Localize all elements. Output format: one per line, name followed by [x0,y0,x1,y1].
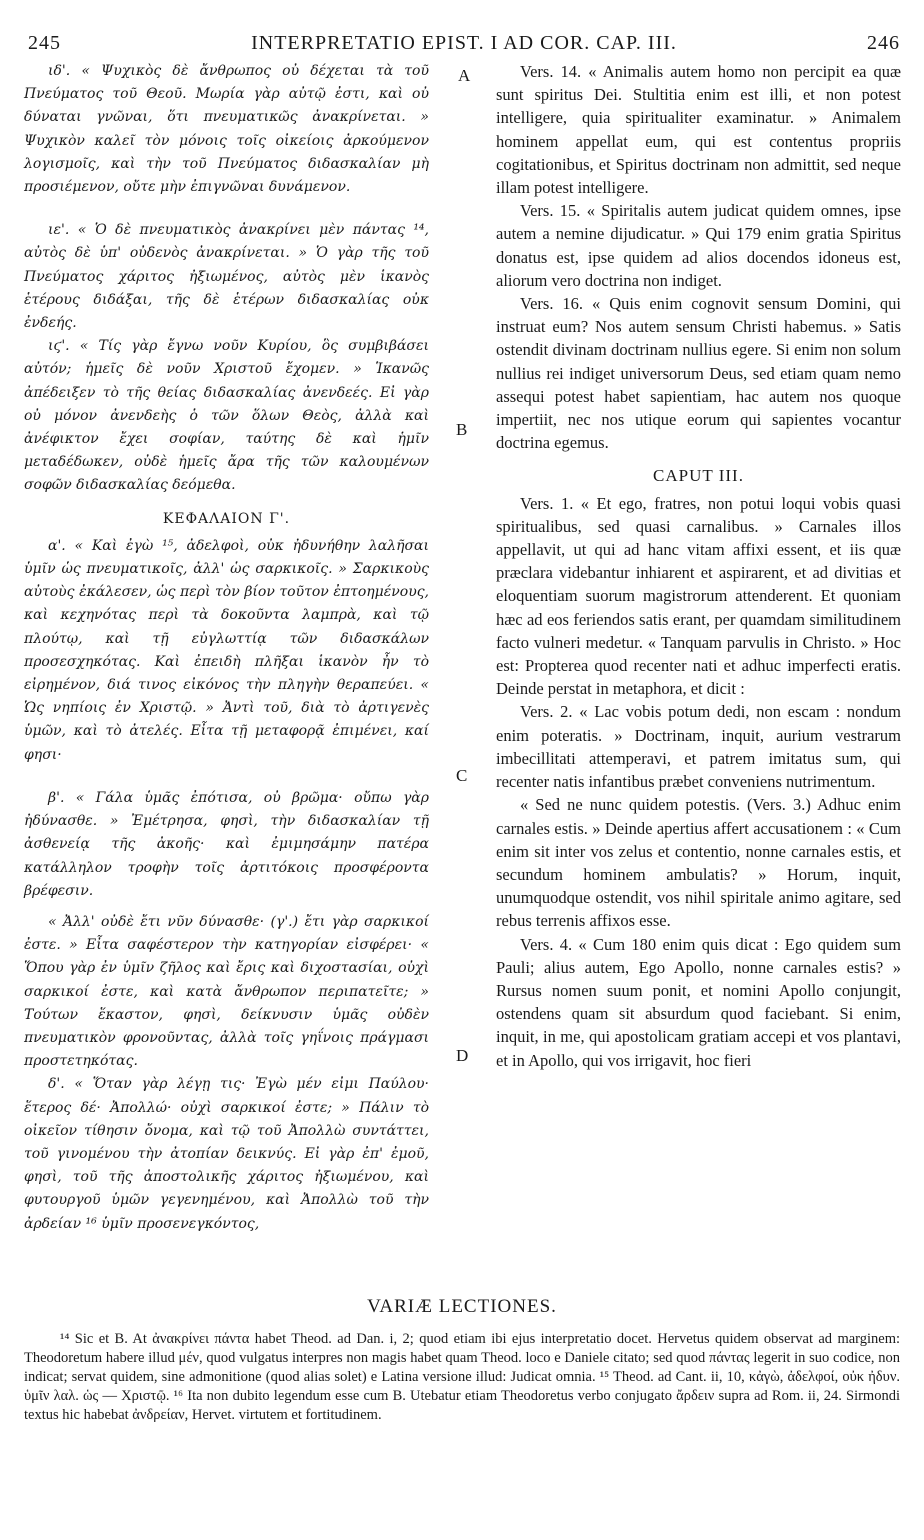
margin-letter-c: C [456,766,468,785]
page-number-right: 246 [867,32,900,54]
greek-verse-3: « Ἀλλ' οὐδὲ ἔτι νῦν δύνασθε· (γ'.) ἔτι γὰρ σαρκικοί ἐστε. » Εἶτα σαφέστερον τὴν κατηγορίαν εἰσφέρει· « Ὅπου γὰρ ἐν ὑμῖν ζῆλος καὶ ἔρις καὶ διχοστασίαι, οὐχὶ σαρκικοί ἐστε, καὶ κατὰ ἄνθρωπον περιπατεῖτε; » Τούτων ἕκαστον, φησὶ, δείκνυσιν ὑμᾶς οὐδὲν πνευματικὸν φρονοῦντας, ἀλλὰ τοῖς γηΐνοις πράγμασι προστετηκότας. [24,913,429,1070]
greek-verse-4: δ'. « Ὅταν γὰρ λέγῃ τις· Ἐγὼ μέν εἰμι Παύλου· ἕτερος δέ· Ἀπολλώ· οὐχὶ σαρκικοί ἐστε; » Πάλιν τὸ οἰκεῖον τίθησιν ὄνομα, καὶ τῷ τοῦ Ἀπολλὼ συντάττει, τοῦ γινομένου τὴν ἀτοπίαν δεικνύς. Εἰ γὰρ ἐπ' ἐμοῦ, φησὶ, τοῦ τῆς ἀποστολικῆς χάριτος ἠξιωμένου, καὶ φυτουργοῦ ὑμῶν γεγενημένου, καὶ Ἀπολλὼ τοῦ τὴν ἀρδείαν ¹⁶ ὑμῖν προσενεγκόντος, [24,1076,429,1232]
page-title: INTERPRETATIO EPIST. I AD COR. CAP. III. [251,32,677,54]
latin-verse-14: Vers. 14. « Animalis autem homo non percipit ea quæ sunt spiritus Dei. Stultitia enim est illi, et non potest intelligere, quia spiritualiter examinatur. » Animalem hominem appellat eum, qui est contentus propriis cogitationibus, et Spiritus doctrinam non admittit, sed neque illam potest intelligere. [496,62,901,198]
footnotes [24,1330,900,1425]
margin-letter-b: B [456,420,468,439]
margin-letter-d: D [456,1046,469,1065]
latin-verse-15: Vers. 15. « Spiritalis autem judicat quidem omnes, ipse autem a nemine dijudicatur. » Qui 179 enim gratia Spiritus donatus est, ipse quidem ad alios docendos idoneus est, aliorum vero doctrina non indiget. [496,201,901,290]
latin-column [496,60,901,1072]
greek-chapter-heading: ΚΕΦΑΛΑΙΟΝ Γ'. [162,510,291,527]
greek-verse-15: ιε'. « Ὁ δὲ πνευματικὸς ἀνακρίνει μὲν πάντας ¹⁴, αὐτὸς δὲ ὑπ' οὐδενὸς ἀνακρίνεται. » Ὁ γὰρ τῆς τοῦ Πνεύματος χάριτος ἠξιωμένος, αὐτὸς μὲν ἱκανὸς ἑτέρους διδάξαι, τῆς δὲ ἑτέρων διδασκαλίας οὐκ ἐνδεής. [24,222,429,332]
running-header [28,32,900,60]
latin-verse-3: « Sed ne nunc quidem potestis. (Vers. 3.) Adhuc enim carnales estis. » Deinde apertius affert accusationem : « Cum enim sit inter vos zelus et contentio, nonne carnales estis, et secundum hominem ambulatis? » Horum, inquit, unumquodque ostendit, vos nihil spiritale animo agitare, sed rebus terrenis affixos esse. [496,795,901,931]
greek-verse-14: ιδ'. « Ψυχικὸς δὲ ἄνθρωπος οὐ δέχεται τὰ τοῦ Πνεύματος τοῦ Θεοῦ. Μωρία γὰρ αὐτῷ ἐστι, καὶ οὐ δύναται γνῶναι, ὅτι πνευματικῶς ἀνακρίνεται. » Ψυχικὸν καλεῖ τὸν μόνοις τοῖς οἰκείοις ἀρκούμενον λογισμοῖς, καὶ τὴν τοῦ Πνεύματος διδασκαλίαν μὴ προσιέμενον, οὔτε μὴν ἐπιγνῶναι δυνάμενον. [24,63,429,196]
footnote-text: ¹⁴ Sic et B. At ἀνακρίνει πάντα habet Theod. ad Dan. i, 2; quod etiam ibi ejus interpretatio docet. Hervetus quidem observat ad marginem: Theodoretum habere illud μέν, quod vulgatus interpres non magis habet quam Theod. loco e Daniele citato; sed quod πάντας legerit in suo codice, non indicat; servat quidem, sine admonitione (quod alias solet) e Latina versione illud: Judicat omnia. ¹⁵ Theod. ad Cant. ii, 10, κἀγὼ, ἀδελφοί, οὐκ ἠδυν. ὑμῖν λαλ. ὡς — Χριστῷ. ¹⁶ Ita non dubito legendum esse cum B. Utebatur etiam Theodoretus verbo conjugato ἄρδειν supra ad Rom. ii, 24. Sirmondi textus hic habebat ἀνδρείαν, Hervet. virtutem et fortitudinem. [24,1331,900,1423]
latin-chapter-heading: CAPUT III. [653,466,744,486]
margin-letter-a: A [458,66,471,85]
greek-verse-2: β'. « Γάλα ὑμᾶς ἐπότισα, οὐ βρῶμα· οὔπω γὰρ ἠδύνασθε. » Ἐμέτρησα, φησὶ, τὴν διδασκαλίαν τῇ ἀσθενείᾳ τῆς ἀκοῆς· καὶ ἐμιμησάμην πατέρα κατάλληλον τροφὴν τοῖς ἀρτιτόκοις προσφέροντα βρέφεσιν. [24,789,429,899]
page-number-left: 245 [28,32,61,54]
greek-column [24,60,429,1236]
latin-verse-16: Vers. 16. « Quis enim cognovit sensum Domini, qui instruat eum? Nos autem sensum Christi habemus. » Satis ostendit divinam doctrinam nullius egere. Si enim non solum nullius rei indiget universorum Deus, sed etiam quam nemo assequi potest habet sapientiam, hac autem nos quoque impertiit, nec nos utique eorum qui sapientes vocantur doctrina egemus. [496,294,901,453]
greek-verse-1: α'. « Καὶ ἐγὼ ¹⁵, ἀδελφοὶ, οὐκ ἠδυνήθην λαλῆσαι ὑμῖν ὡς πνευματικοῖς, ἀλλ' ὡς σαρκικοῖς. » Σαρκικοὺς αὐτοὺς ἐκάλεσεν, ὡς περὶ τὸν βίον τοῦτον ἐπτοημένους, καὶ κεχηνότας περὶ τὰ δοκοῦντα λαμπρὰ, καὶ τῷ πλούτῳ, καὶ τῇ εὐγλωττίᾳ τῶν διδασκάλων προσεσχηκότας. Καὶ ἐπειδὴ πλῆξαι ἱκανὸν ἦν τὸ εἰρημένον, διά τινος εἰκόνος τὴν πληγὴν θεραπεύει. « Ὡς νηπίοις ἐν Χριστῷ. » Ἀντὶ τοῦ, διὰ τὸ ἀρτιγενὲς ὑμῶν, καὶ τὸ ἀτελές. Εἶτα τῇ μεταφορᾷ ἐπιμένει, καί φησι· [24,537,429,763]
latin-verse-2: Vers. 2. « Lac vobis potum dedi, non escam : nondum enim poteratis. » Doctrinam, inquit, aurium vestrarum imbecillitati attemperavi, et patrem imitatus sum, qui recenter natis infantibus præbet conveniens nutrimentum. [496,702,901,792]
latin-verse-4: Vers. 4. « Cum 180 enim quis dicat : Ego quidem sum Pauli; alius autem, Ego Apollo, nonne carnales estis? » Rursus nomen suum ponit, et nomini Apollo conjungit, ostendens quam sit absurdum quod faciebant. Si enim, inquit, in me, qui apostolicam gratiam accepi et vos plantavi, et in Apollo, qui vos irrigavit, hoc fieri [496,934,901,1070]
latin-verse-1: Vers. 1. « Et ego, fratres, non potui loqui vobis quasi spiritualibus, sed quasi carnalibus. » Carnales illos appellavit, ut qui ad hanc vitam affixi essent, et iis quæ præclara videbantur inhiarent et aspirarent, et ad divitias et eloquentiam suorum magistrorum attenderent. Et quoniam hæc ad eos feriendos satis erant, per quamdam similitudinem facto vulneri medetur. « Tanquam parvulis in Christo. » Hoc est: Propterea quod recenter nati et adhuc imperfecti eratis. Deinde perstat in metaphora, et dicit : [496,493,901,699]
greek-verse-16: ιϛ'. « Τίς γὰρ ἔγνω νοῦν Κυρίου, ὃς συμβιβάσει αὐτόν; ἡμεῖς δὲ νοῦν Χριστοῦ ἔχομεν. » Ἱκανῶς ἀπέδειξεν τὸ τῆς θείας διδασκαλίας ἀνενδεές. Εἰ γὰρ οὐ μόνον ἀνενδεὴς ὁ τῶν ὅλων Θεὸς, ἀλλὰ καὶ ἀνέφικτον ἔχει σοφίαν, ταύτης δὲ καὶ ἡμῖν μεταδέδωκεν, οὐδὲ ἡμεῖς ἄρα τῆς τῶν καλουμένων σοφῶν διδασκαλίας δεόμεθα. [24,338,429,494]
variae-lectiones-heading: VARIÆ LECTIONES. [367,1296,557,1317]
